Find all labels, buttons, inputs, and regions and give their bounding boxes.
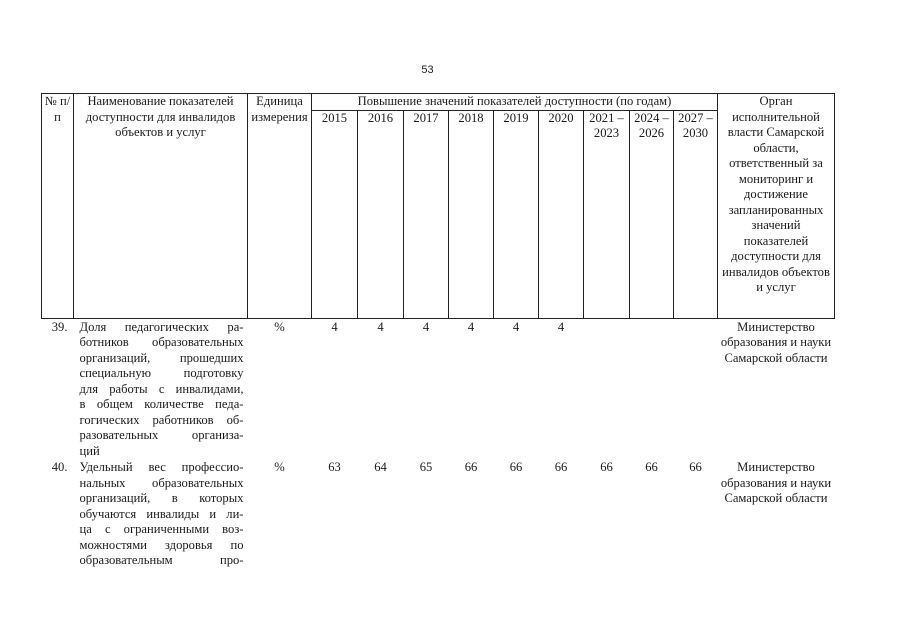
row-value: 66 (509, 460, 523, 474)
row-value: 65 (419, 460, 433, 474)
header-num: № п/п (42, 94, 74, 319)
table-row (42, 318, 835, 459)
header-name: Наименование показателей доступности для инвалидов объектов и услуг (74, 94, 248, 319)
table-header (42, 94, 835, 319)
header-year: 2017 (404, 110, 449, 318)
row-value: 66 (464, 460, 478, 474)
row-name (74, 318, 248, 459)
row-value: 4 (557, 319, 565, 334)
accessibility-indicators-table (41, 93, 835, 569)
row-org: Министерство образования и науки Самарской области (720, 319, 832, 365)
row-org: Министерство образования и науки Самарской области (720, 460, 832, 505)
row-name-line: организаций, прошедших (79, 350, 244, 365)
header-year: 2015 (312, 110, 358, 318)
row-value (630, 318, 674, 459)
row-value: 4 (422, 319, 430, 334)
row-name-line: в общем количестве педа- (79, 397, 244, 411)
row-value: 66 (645, 460, 658, 474)
row-num: 39. (51, 319, 68, 334)
header-year: 2018 (449, 110, 494, 318)
header-year: 2020 (539, 110, 584, 318)
row-name-line: ботников образовательных (79, 335, 244, 349)
row-name-line: Доля педагогических ра- (79, 319, 244, 334)
row-name-line: нальных образовательных (79, 475, 244, 490)
row-name-line: разовательных организа- (79, 428, 244, 442)
row-num: 40. (51, 460, 68, 474)
header-year: 2016 (358, 110, 404, 318)
header-year: 2019 (494, 110, 539, 318)
row-value: 66 (689, 460, 702, 474)
row-value: 4 (467, 319, 475, 334)
header-year: 2024 – 2026 (630, 110, 674, 318)
row-value: 4 (512, 319, 520, 334)
row-name (74, 459, 248, 569)
row-unit: % (274, 319, 285, 334)
header-unit: Единица измерения (248, 94, 312, 319)
row-value: 63 (328, 460, 341, 474)
row-unit: % (274, 460, 285, 474)
row-name-line: обучаются инвалиды и ли- (79, 506, 244, 521)
row-value: 66 (554, 460, 568, 474)
header-year: 2021 – 2023 (584, 110, 630, 318)
row-value (584, 318, 630, 459)
row-value (674, 318, 718, 459)
row-value: 4 (331, 319, 338, 334)
row-name-line: Удельный вес профессио- (79, 460, 244, 474)
row-name-line: образовательным про- (79, 553, 244, 567)
header-org: Орган исполнительной власти Самарской области, ответственный за мониторинг и достижение запланированных значений показателей доступности для инвалидов объектов и услуг (718, 94, 835, 319)
row-name-line: можностями здоровья по (79, 537, 244, 552)
row-name-line: организаций, в которых (79, 491, 244, 505)
row-name-line: ца с ограниченными воз- (79, 522, 244, 536)
table-row (42, 459, 835, 569)
row-name-line: специальную подготовку (79, 366, 244, 380)
header-year: 2027 – 2030 (674, 110, 718, 318)
row-name-line: гогических работников об- (79, 412, 244, 427)
row-name-line: ций (79, 443, 100, 458)
header-years-group: Повышение значений показателей доступности (по годам) (312, 94, 718, 111)
row-value: 66 (600, 460, 613, 474)
row-value: 4 (377, 319, 384, 334)
page-number: 53 (421, 64, 434, 76)
row-value: 64 (374, 460, 387, 474)
row-name-line: для работы с инвалидами, (79, 381, 244, 396)
